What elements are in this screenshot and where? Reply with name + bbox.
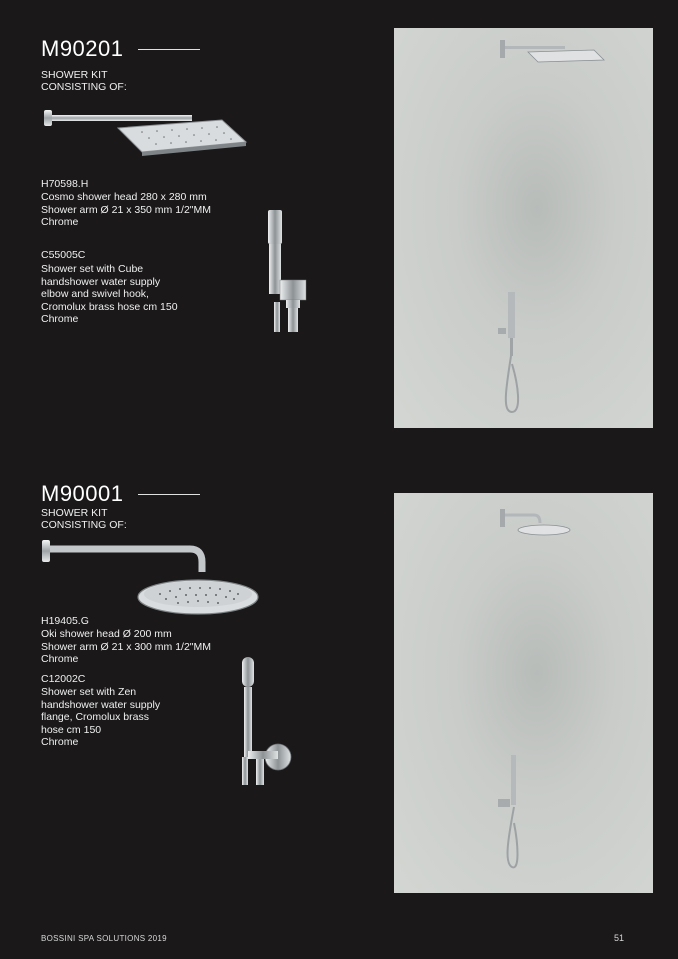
square-shower-head-image: [42, 104, 248, 156]
installation-photo: [394, 28, 653, 428]
title-rule: [138, 49, 200, 50]
item-line: Shower set with Cube: [41, 263, 144, 275]
kit-label: [41, 507, 127, 531]
kit-label-line: CONSISTING OF:: [41, 81, 127, 93]
kit-code: M90201: [41, 36, 124, 61]
page-number: 51: [614, 933, 625, 943]
kit-label-line: CONSISTING OF:: [41, 519, 127, 531]
item-line: elbow and swivel hook,: [41, 288, 149, 300]
item-line: handshower water supply: [41, 275, 161, 288]
item-line: Cosmo shower head 280 x 280 mm: [41, 191, 207, 203]
item-code: C12002C: [41, 673, 86, 685]
item-line: hose cm 150: [41, 723, 102, 736]
item-line: Chrome: [41, 216, 79, 228]
item-line: Shower arm Ø 21 x 350 mm 1/2"MM: [41, 203, 212, 216]
item-code: H70598.H: [41, 178, 89, 190]
item-line: Shower set with Zen: [41, 686, 137, 698]
kit-section-m90001: [0, 465, 678, 925]
item-description: [41, 686, 160, 749]
item-line: Chrome: [41, 313, 79, 325]
kit-code-row: [41, 481, 200, 507]
zen-handshower-image: [234, 653, 298, 789]
kit-label: [41, 69, 127, 93]
footer-brand: BOSSINI SPA SOLUTIONS 2019: [41, 934, 167, 943]
kit-section-m90201: [0, 0, 678, 460]
installed-shower-illustration: [394, 493, 653, 893]
round-shower-head-image: [40, 538, 264, 618]
title-rule: [138, 494, 200, 495]
item-line: Cromolux brass hose cm 150: [41, 300, 178, 313]
cube-handshower-image: [262, 206, 322, 336]
item-line: flange, Cromolux brass: [41, 711, 149, 723]
kit-code-row: [41, 36, 200, 62]
item-line: Chrome: [41, 653, 79, 665]
item-line: Chrome: [41, 736, 79, 748]
installation-photo: [394, 493, 653, 893]
item-description: [41, 191, 211, 229]
kit-label-line: SHOWER KIT: [41, 69, 108, 81]
item-line: handshower water supply: [41, 698, 161, 711]
installed-shower-illustration: [394, 28, 653, 428]
item-code: H19405.G: [41, 615, 89, 627]
item-description: [41, 628, 211, 666]
item-line: Oki shower head Ø 200 mm: [41, 628, 172, 640]
item-line: Shower arm Ø 21 x 300 mm 1/2"MM: [41, 640, 212, 653]
kit-label-line: SHOWER KIT: [41, 507, 108, 519]
kit-code: M90001: [41, 481, 124, 506]
item-description: [41, 263, 178, 326]
item-code: C55005C: [41, 249, 86, 261]
